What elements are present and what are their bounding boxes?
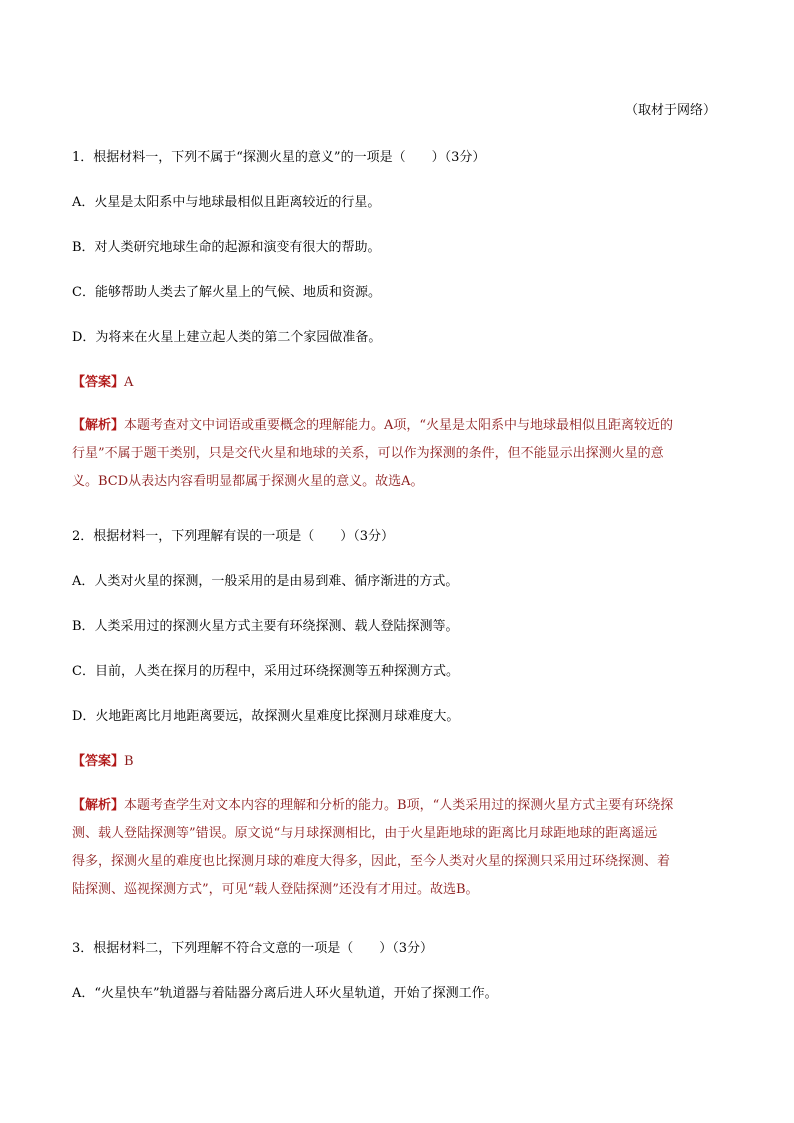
- question-1-option-b: B．对人类研究地球生命的起源和演变有很大的帮助。: [72, 240, 381, 255]
- source-note: （取材于网络）: [624, 103, 716, 118]
- analysis-tag: 【解析】: [72, 798, 125, 813]
- question-2-option-d: D．火地距离比月地距离要远，故探测火星难度比探测月球难度大。: [72, 709, 460, 724]
- question-2-analysis: [72, 792, 722, 904]
- question-2-option-a: A．人类对火星的探测，一般采用的是由易到难、循序渐进的方式。: [72, 574, 459, 589]
- question-1-option-c: C．能够帮助人类去了解火星上的气候、地质和资源。: [72, 285, 381, 300]
- analysis-line: 义。BCD从表达内容看明显都属于探测火星的意义。故选A。: [72, 474, 424, 489]
- analysis-line: 【解析】本题考查学生对文本内容的理解和分析的能力。B项，“人类采用过的探测火星方式主要有环绕探: [72, 798, 674, 813]
- answer-value: A: [124, 375, 134, 390]
- analysis-tag: 【解析】: [72, 418, 125, 433]
- analysis-line: 【解析】本题考查对文中词语或重要概念的理解能力。A项，“火星是太阳系中与地球最相似且距离较近的: [72, 418, 674, 433]
- question-2-answer: [72, 752, 722, 772]
- analysis-line: 得多，探测火星的难度也比探测月球的难度大得多，因此，至今人类对火星的探测只采用过环绕探测、着: [72, 854, 671, 869]
- question-1-analysis: [72, 412, 722, 496]
- analysis-line: 测、载人登陆探测等”错误。原文说“与月球探测相比，由于火星距地球的距离比月球距地球的距离遥远: [72, 826, 658, 841]
- answer-value: B: [124, 754, 134, 769]
- question-2-option-c: C．目前，人类在探月的历程中，采用过环绕探测等五种探测方式。: [72, 664, 459, 679]
- analysis-line: 行星”不属于题干类别，只是交代火星和地球的关系，可以作为探测的条件，但不能显示出探测火星的意: [72, 446, 664, 461]
- question-2-option-b: B．人类采用过的探测火星方式主要有环绕探测、载人登陆探测等。: [72, 619, 459, 634]
- question-1-answer: [72, 373, 722, 393]
- question-1-option-d: D．为将来在火星上建立起人类的第二个家园做准备。: [72, 330, 382, 345]
- question-2-stem: 2．根据材料一，下列理解有误的一项是（ ）（3分）: [72, 529, 395, 544]
- answer-tag: 【答案】: [72, 754, 125, 769]
- question-1-option-a: A．火星是太阳系中与地球最相似且距离较近的行星。: [72, 195, 381, 210]
- question-3-option-a: A．“火星快车”轨道器与着陆器分离后进人环火星轨道，开始了探测工作。: [72, 986, 498, 1001]
- answer-tag: 【答案】: [72, 375, 125, 390]
- question-1-stem: 1．根据材料一，下列不属于“探测火星的意义”的一项是（ ）（3分）: [72, 150, 486, 165]
- analysis-line: 陆探测、巡视探测方式”，可见“载人登陆探测”还没有才用过。故选B。: [72, 882, 479, 897]
- question-3-stem: 3．根据材料二，下列理解不符合文意的一项是（ ）（3分）: [72, 941, 434, 956]
